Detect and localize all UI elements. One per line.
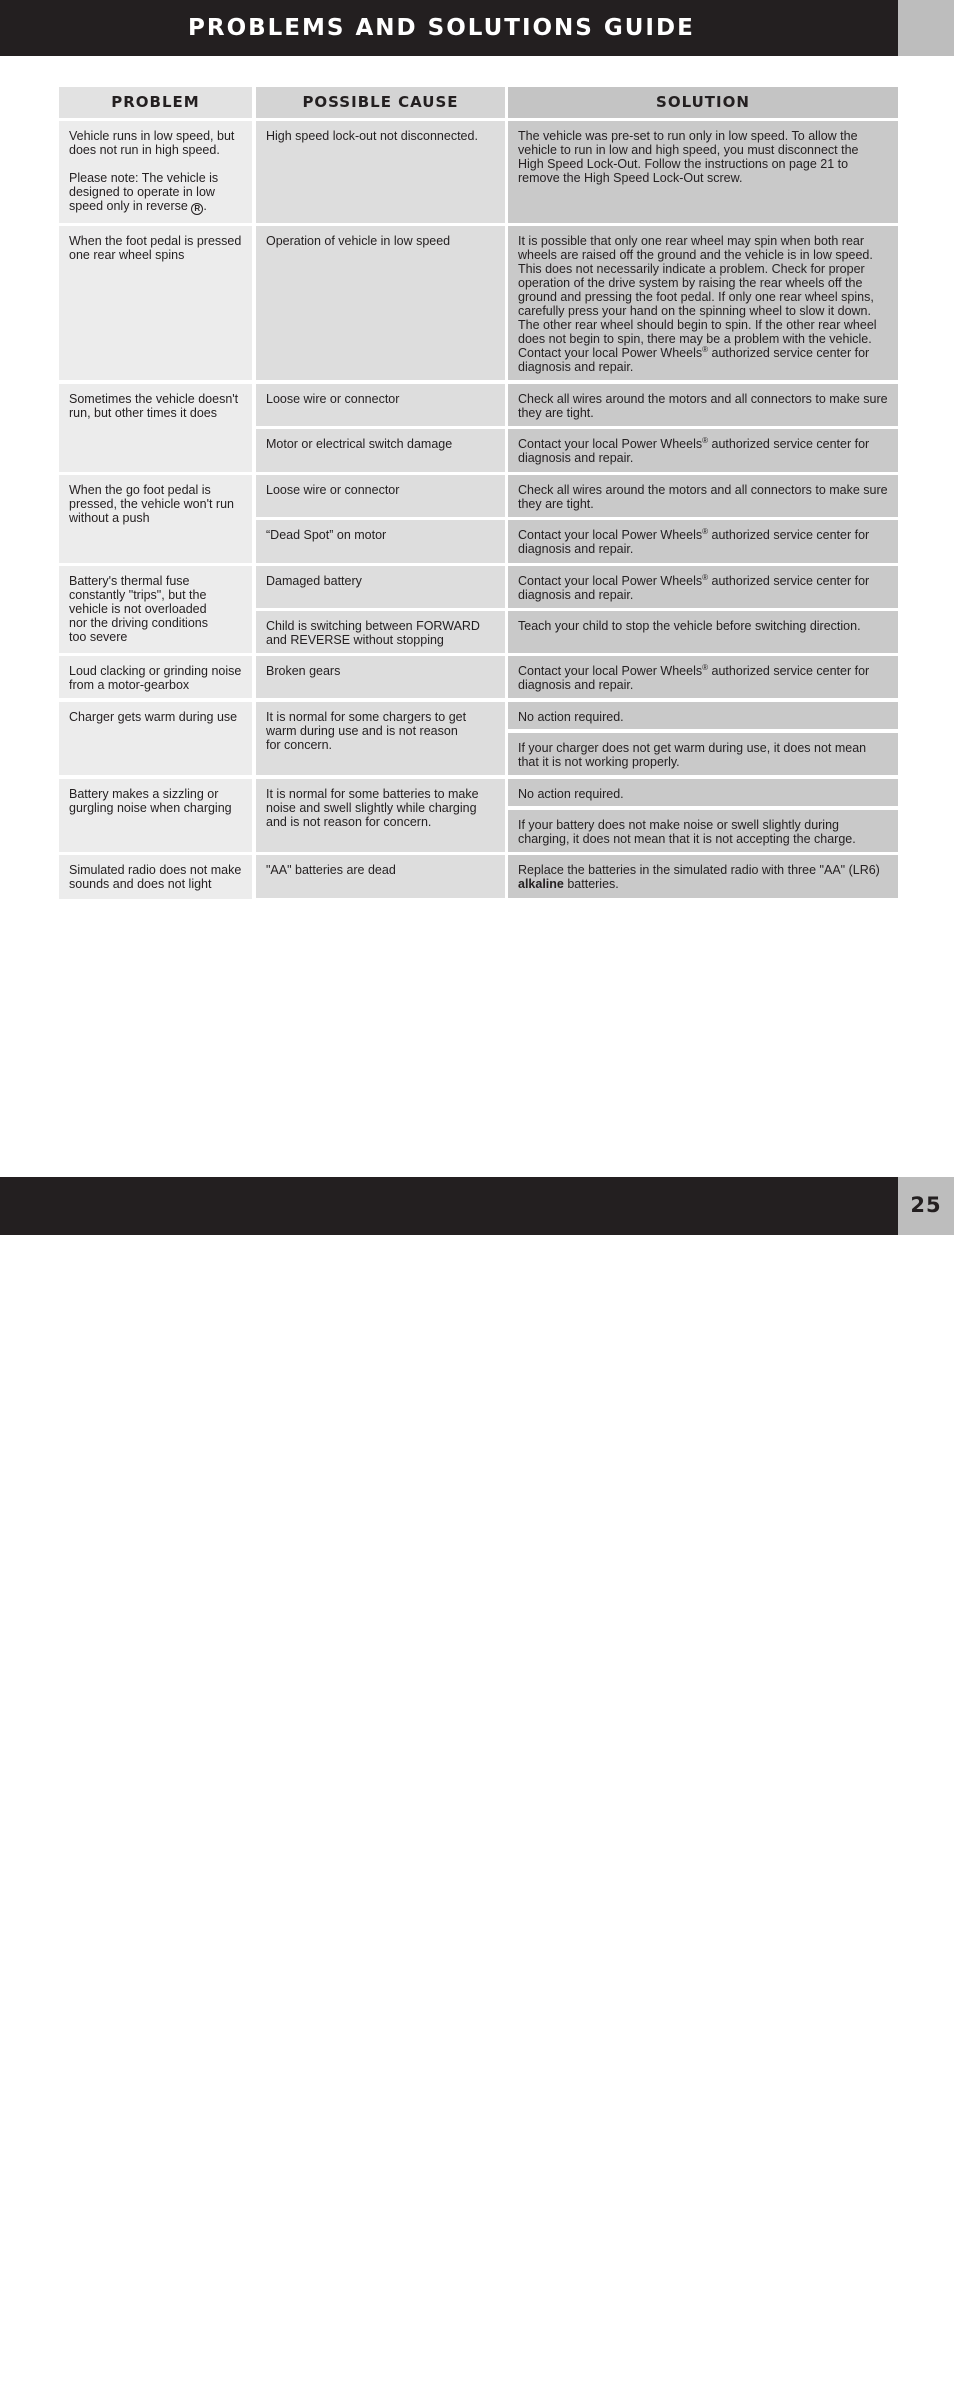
text-line: Motor or electrical switch damage bbox=[266, 437, 453, 451]
solution-cell bbox=[508, 226, 898, 380]
text-line: they are tight. bbox=[518, 497, 594, 511]
text-line: nor the driving conditions bbox=[69, 616, 208, 630]
header-tab bbox=[898, 0, 954, 56]
text-line: does not begin to spin, there may be a problem with the vehicle. bbox=[518, 332, 872, 346]
text-line: they are tight. bbox=[518, 406, 594, 420]
text-line: This does not necessarily indicate a problem. Check for proper bbox=[518, 262, 865, 276]
text-line: ground and pressing the foot pedal. If only one rear wheel spins, bbox=[518, 290, 874, 304]
text-line: carefully press your hand on the spinning wheel to slow it down. bbox=[518, 304, 871, 318]
cause-cell bbox=[256, 779, 505, 852]
text-line bbox=[518, 437, 890, 451]
text-line: No action required. bbox=[518, 710, 624, 724]
registered-mark: ® bbox=[702, 662, 709, 672]
text-line: Check all wires around the motors and all connectors to make sure bbox=[518, 483, 888, 497]
cause-cell bbox=[256, 121, 505, 223]
text-line: too severe bbox=[69, 630, 128, 644]
text-line: diagnosis and repair. bbox=[518, 451, 634, 465]
text-line: charging, it does not mean that it is not accepting the charge. bbox=[518, 832, 856, 846]
text-span: alkaline bbox=[518, 877, 564, 891]
text-line: It is possible that only one rear wheel may spin when both rear bbox=[518, 234, 865, 248]
solution-cell bbox=[508, 121, 898, 223]
text-line bbox=[69, 199, 244, 215]
text-span: batteries. bbox=[563, 877, 619, 891]
text-line: Battery makes a sizzling or bbox=[69, 787, 219, 801]
text-line: High speed lock-out not disconnected. bbox=[266, 129, 478, 143]
text-span: authorized service center for bbox=[708, 528, 870, 542]
text-line: designed to operate in low bbox=[69, 185, 215, 199]
text-line: sounds and does not light bbox=[69, 877, 212, 891]
problem-cell bbox=[59, 226, 252, 380]
text-line bbox=[518, 574, 890, 588]
page-number: 25 bbox=[910, 1193, 942, 1217]
text-line: wheels are raised off the ground and the vehicle is in low speed. bbox=[518, 248, 873, 262]
cause-cell bbox=[256, 702, 505, 775]
text-line: run, but other times it does bbox=[69, 406, 217, 420]
text-line: Simulated radio does not make bbox=[69, 863, 242, 877]
text-line: gurgling noise when charging bbox=[69, 801, 232, 815]
text-span: authorized service center for bbox=[708, 346, 870, 360]
text-line bbox=[518, 877, 890, 891]
text-line: one rear wheel spins bbox=[69, 248, 185, 262]
registered-mark: ® bbox=[702, 344, 709, 354]
solution-cell bbox=[508, 384, 898, 426]
text-line: Battery's thermal fuse bbox=[69, 574, 190, 588]
text-span: Contact your local Power Wheels bbox=[518, 528, 703, 542]
text-line: Charger gets warm during use bbox=[69, 710, 238, 724]
text-span: authorized service center for bbox=[708, 574, 870, 588]
text-line: High Speed Lock-Out. Follow the instructions on page 21 to bbox=[518, 157, 849, 171]
text-line: diagnosis and repair. bbox=[518, 542, 634, 556]
column-header-problem: PROBLEM bbox=[59, 87, 252, 118]
solution-cell bbox=[508, 733, 898, 775]
problem-cell bbox=[59, 384, 252, 472]
text-line: Loose wire or connector bbox=[266, 483, 400, 497]
problem-cell bbox=[59, 475, 252, 563]
text-line: diagnosis and repair. bbox=[518, 678, 634, 692]
reverse-icon: R bbox=[191, 203, 203, 215]
text-line: If your battery does not make noise or swell slightly during bbox=[518, 818, 839, 832]
registered-mark: ® bbox=[702, 435, 709, 445]
text-span: Contact your local Power Wheels bbox=[518, 574, 703, 588]
text-line: without a push bbox=[69, 511, 150, 525]
text-line: Operation of vehicle in low speed bbox=[266, 234, 451, 248]
text-line: Loud clacking or grinding noise bbox=[69, 664, 242, 678]
text-line: noise and swell slightly while charging bbox=[266, 801, 477, 815]
registered-mark: ® bbox=[702, 572, 709, 582]
document-code: J4390pr-0922 bbox=[57, 2378, 132, 2392]
text-span: authorized service center for bbox=[708, 437, 870, 451]
text-line: diagnosis and repair. bbox=[518, 360, 634, 374]
header-bar bbox=[0, 0, 898, 56]
text-line: Loose wire or connector bbox=[266, 392, 400, 406]
text-span: speed only in reverse bbox=[69, 199, 188, 213]
cause-cell bbox=[256, 475, 505, 517]
solution-cell bbox=[508, 520, 898, 563]
cause-cell bbox=[256, 566, 505, 608]
text-line bbox=[518, 346, 890, 360]
text-line: Teach your child to stop the vehicle before switching direction. bbox=[518, 619, 861, 633]
text-line: for concern. bbox=[266, 738, 333, 752]
text-line: Check all wires around the motors and all connectors to make sure bbox=[518, 392, 888, 406]
text-line: pressed, the vehicle won't run bbox=[69, 497, 234, 511]
text-span: authorized service center for bbox=[708, 664, 870, 678]
solution-cell bbox=[508, 475, 898, 517]
text-line: "AA" batteries are dead bbox=[266, 863, 396, 877]
text-line: It is normal for some batteries to make bbox=[266, 787, 479, 801]
cause-cell bbox=[256, 855, 505, 898]
text-line: from a motor-gearbox bbox=[69, 678, 190, 692]
text-span: Contact your local Power Wheels bbox=[518, 664, 703, 678]
solution-cell bbox=[508, 810, 898, 852]
text-line: When the foot pedal is pressed bbox=[69, 234, 242, 248]
text-line bbox=[518, 528, 890, 542]
problem-cell bbox=[59, 702, 252, 775]
text-line: diagnosis and repair. bbox=[518, 588, 634, 602]
problem-cell bbox=[59, 566, 252, 653]
text-line: No action required. bbox=[518, 787, 624, 801]
text-line: If your charger does not get warm during use, it does not mean bbox=[518, 741, 867, 755]
text-line: Damaged battery bbox=[266, 574, 362, 588]
cause-cell bbox=[256, 429, 505, 472]
solution-cell bbox=[508, 855, 898, 898]
text-line: Sometimes the vehicle doesn't bbox=[69, 392, 239, 406]
column-header-cause: POSSIBLE CAUSE bbox=[256, 87, 505, 118]
text-line: When the go foot pedal is bbox=[69, 483, 211, 497]
registered-mark: ® bbox=[702, 526, 709, 536]
solution-cell bbox=[508, 656, 898, 698]
text-line: remove the High Speed Lock-Out screw. bbox=[518, 171, 743, 185]
cause-cell bbox=[256, 656, 505, 698]
problem-cell bbox=[59, 121, 252, 223]
problem-cell bbox=[59, 855, 252, 899]
text-line: vehicle is not overloaded bbox=[69, 602, 207, 616]
text-line: Please note: The vehicle is bbox=[69, 171, 219, 185]
cause-cell bbox=[256, 384, 505, 426]
text-line: warm during use and is not reason bbox=[266, 724, 458, 738]
text-line: that it is not working properly. bbox=[518, 755, 680, 769]
text-line: and REVERSE without stopping bbox=[266, 633, 444, 647]
text-span: Contact your local Power Wheels bbox=[518, 437, 703, 451]
column-header-solution: SOLUTION bbox=[508, 87, 898, 118]
cause-cell bbox=[256, 611, 505, 653]
solution-cell bbox=[508, 702, 898, 729]
text-line: constantly "trips", but the bbox=[69, 588, 207, 602]
solution-cell bbox=[508, 429, 898, 472]
text-line: and is not reason for concern. bbox=[266, 815, 432, 829]
cause-cell bbox=[256, 226, 505, 380]
text-line bbox=[518, 664, 890, 678]
text-line: “Dead Spot” on motor bbox=[266, 528, 387, 542]
text-line: operation of the drive system by raising the rear wheels off the bbox=[518, 276, 863, 290]
text-line: The vehicle was pre-set to run only in low speed. To allow the bbox=[518, 129, 858, 143]
cause-cell bbox=[256, 520, 505, 563]
solution-cell bbox=[508, 779, 898, 806]
problem-cell bbox=[59, 779, 252, 852]
text-span: . bbox=[203, 199, 207, 213]
text-line: It is normal for some chargers to get bbox=[266, 710, 467, 724]
footer-bar bbox=[0, 1177, 898, 2392]
text-line: The other rear wheel should begin to spin. If the other rear wheel bbox=[518, 318, 877, 332]
solution-cell bbox=[508, 566, 898, 608]
text-line: Replace the batteries in the simulated radio with three "AA" (LR6) bbox=[518, 863, 880, 877]
text-line: Vehicle runs in low speed, but bbox=[69, 129, 235, 143]
text-line: Broken gears bbox=[266, 664, 341, 678]
problem-cell bbox=[59, 656, 252, 698]
page-title: PROBLEMS AND SOLUTIONS GUIDE bbox=[188, 15, 695, 41]
text-line: Child is switching between FORWARD bbox=[266, 619, 480, 633]
text-line: does not run in high speed. bbox=[69, 143, 220, 157]
text-line: vehicle to run in low and high speed, you must disconnect the bbox=[518, 143, 859, 157]
text-span: Contact your local Power Wheels bbox=[518, 346, 703, 360]
solution-cell bbox=[508, 611, 898, 653]
